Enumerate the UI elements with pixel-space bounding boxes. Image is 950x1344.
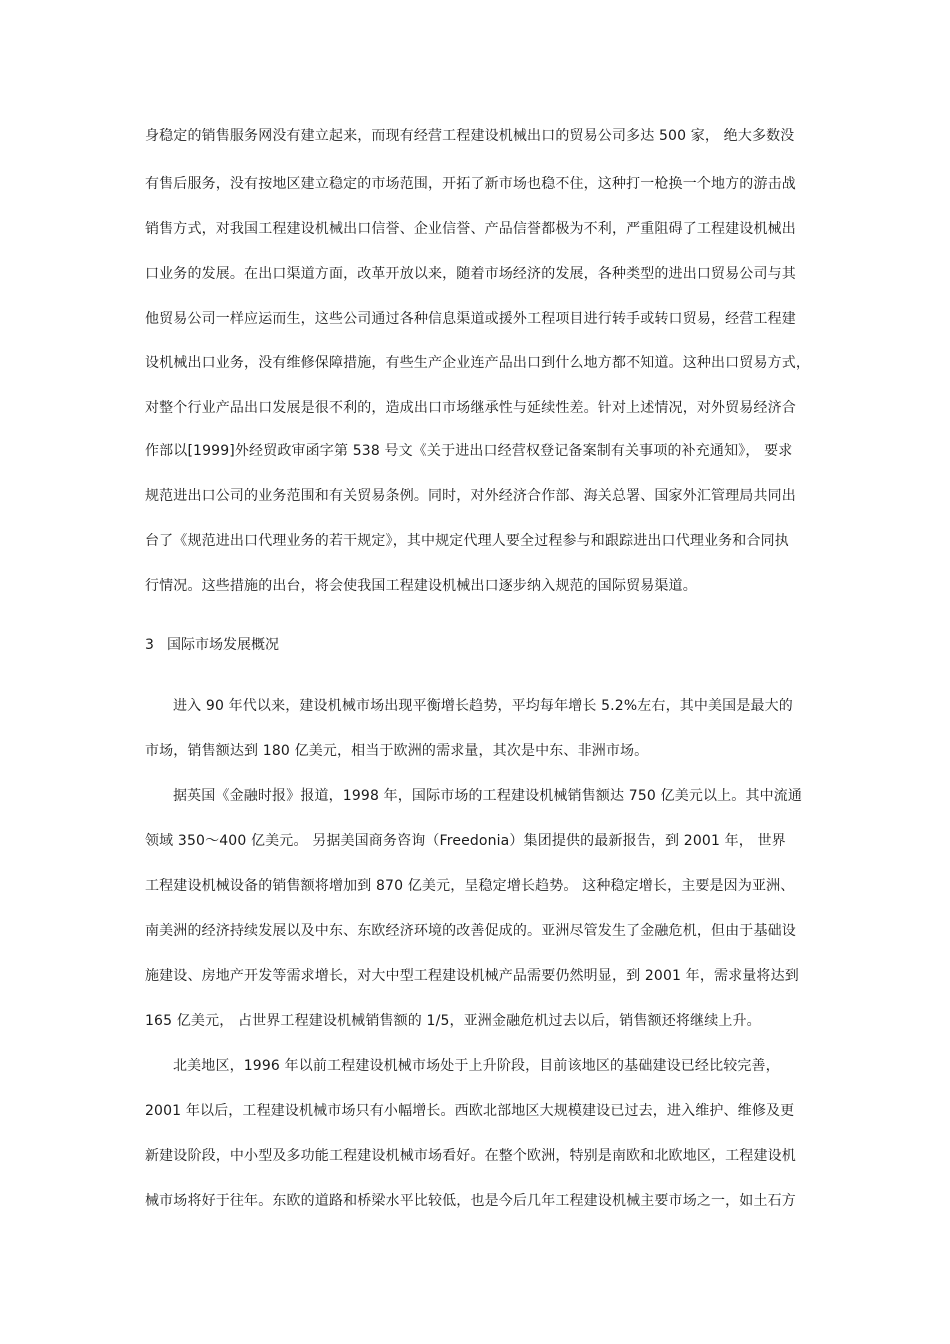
text-line: 进入 90 年代以来，建设机械市场出现平衡增长趋势，平均每年增长 5.2%左右，其中美国是最大的: [173, 698, 793, 714]
text-line: 台了《规范进出口代理业务的若干规定》，其中规定代理人要全过程参与和跟踪进出口代理业务和合同执: [145, 533, 789, 549]
text-line: 对整个行业产品出口发展是很不利的，造成出口市场继承性与延续性差。针对上述情况，对外贸易经济合: [145, 400, 796, 416]
text-line: 市场，销售额达到 180 亿美元，相当于欧洲的需求量，其次是中东、非洲市场。: [145, 743, 649, 759]
text-line: 械市场将好于往年。东欧的道路和桥梁水平比较低，也是今后几年工程建设机械主要市场之一，如土石方: [145, 1193, 796, 1209]
text-line: 据英国《金融时报》报道，1998 年，国际市场的工程建设机械销售额达 750 亿美元以上。其中流通: [173, 788, 803, 804]
text-line: 2001 年以后，工程建设机械市场只有小幅增长。西欧北部地区大规模建设已过去，进入维护、维修及更: [145, 1103, 795, 1119]
section-heading: [145, 635, 279, 655]
text-line: 施建设、房地产开发等需求增长，对大中型工程建设机械产品需要仍然明显，到 2001 年，需求量将达到: [145, 968, 799, 984]
text-line: 规范进出口公司的业务范围和有关贸易条例。同时，对外经济合作部、海关总署、国家外汇管理局共同出: [145, 488, 796, 504]
text-line: 口业务的发展。在出口渠道方面，改革开放以来，随着市场经济的发展，各种类型的进出口贸易公司与其: [145, 266, 796, 282]
text-line: 作部以[1999]外经贸政审函字第 538 号文《关于进出口经营权登记备案制有关事项的补充通知》， 要求: [145, 443, 793, 459]
text-line: 领域 350～400 亿美元。 另据美国商务咨询（Freedonia）集团提供的最新报告，到 2001 年， 世界: [145, 833, 786, 849]
text-line: 设机械出口业务，没有维修保障措施，有些生产企业连产品出口到什么地方都不知道。这种出口贸易方式，: [145, 355, 811, 371]
text-line: 销售方式，对我国工程建设机械出口信誉、企业信誉、产品信誉都极为不利，严重阻碍了工程建设机械出: [145, 221, 796, 237]
text-line: 有售后服务，没有按地区建立稳定的市场范围，开拓了新市场也稳不住，这种打一枪换一个地方的游击战: [145, 176, 796, 192]
text-line: 他贸易公司一样应运而生，这些公司通过各种信息渠道或援外工程项目进行转手或转口贸易，经营工程建: [145, 311, 796, 327]
section-title: 国际市场发展概况: [167, 637, 279, 653]
text-line: 工程建设机械设备的销售额将增加到 870 亿美元，呈稳定增长趋势。 这种稳定增长，主要是因为亚洲、: [145, 878, 795, 894]
text-line: 165 亿美元， 占世界工程建设机械销售额的 1/5，亚洲金融危机过去以后，销售额还将继续上升。: [145, 1013, 761, 1029]
text-line: 身稳定的销售服务网没有建立起来，而现有经营工程建设机械出口的贸易公司多达 500 家， 绝大多数没: [145, 128, 795, 144]
text-line: 新建设阶段，中小型及多功能工程建设机械市场看好。在整个欧洲，特别是南欧和北欧地区，工程建设机: [145, 1148, 796, 1164]
text-line: 行情况。这些措施的出台，将会使我国工程建设机械出口逐步纳入规范的国际贸易渠道。: [145, 578, 697, 594]
section-number: 3: [145, 637, 154, 653]
text-line: 北美地区，1996 年以前工程建设机械市场处于上升阶段，目前该地区的基础建设已经比较完善，: [173, 1058, 780, 1074]
text-line: 南美洲的经济持续发展以及中东、东欧经济环境的改善促成的。亚洲尽管发生了金融危机，但由于基础设: [145, 923, 796, 939]
